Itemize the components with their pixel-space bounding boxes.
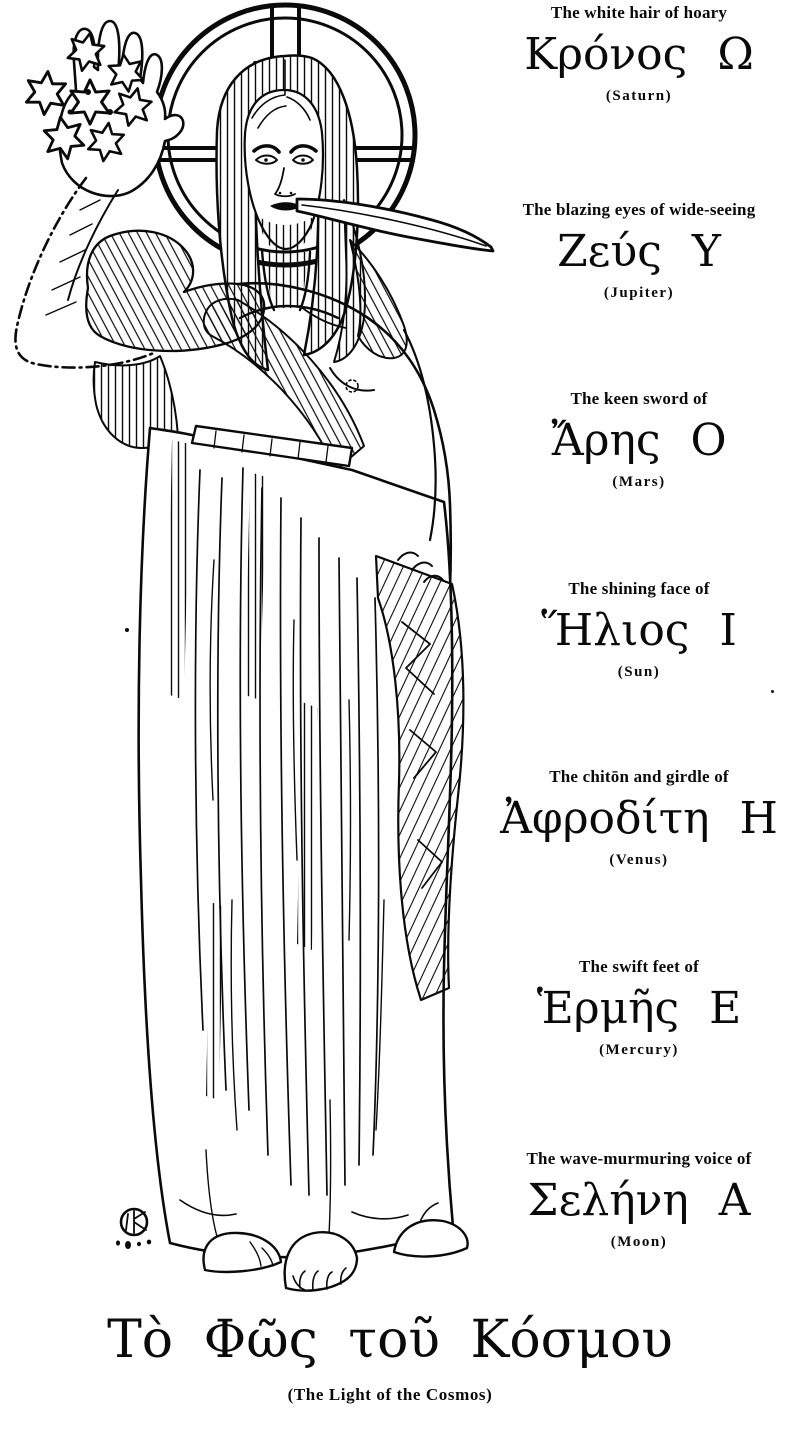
greek-vowel: Η — [739, 793, 778, 844]
entry-mercury — [478, 957, 800, 1059]
entry-venus — [478, 767, 800, 869]
caption-greek-title: Τὸ Φῶς τοῦ Κόσμου — [107, 1310, 673, 1370]
greek-name: Ἀφροδίτη — [500, 793, 710, 844]
epithet-text: The keen sword of — [570, 389, 708, 408]
artist-monogram — [116, 1209, 151, 1249]
epithet-text: The chitōn and girdle of — [549, 767, 729, 786]
epithet-text: The white hair of hoary — [550, 3, 728, 22]
date-marks — [116, 1240, 151, 1249]
entry-sun — [478, 579, 800, 681]
greek-vowel: Ο — [690, 415, 727, 466]
planet-name: (Jupiter) — [603, 285, 675, 302]
epithet-text: The swift feet of — [578, 957, 699, 976]
entry-moon — [478, 1149, 800, 1251]
planet-name: (Mercury) — [599, 1042, 679, 1059]
planet-name: (Venus) — [609, 852, 669, 869]
greek-vowel: Ω — [717, 29, 754, 80]
breast-line — [330, 368, 374, 391]
planet-name: (Saturn) — [605, 88, 673, 105]
planet-name: (Sun) — [617, 664, 661, 681]
greek-vowel: Α — [718, 1175, 751, 1226]
entry-mars — [478, 389, 800, 491]
greek-name: Σελήνη — [527, 1175, 689, 1226]
greek-vowel: Ε — [709, 983, 742, 1034]
caption-english-subtitle: (The Light of the Cosmos) — [287, 1385, 493, 1405]
greek-name: Ἑρμῆς — [536, 983, 680, 1034]
greek-vowel: Ι — [719, 605, 737, 656]
caption — [0, 1312, 780, 1405]
ink-speck — [125, 628, 129, 632]
ink-speck — [771, 690, 774, 693]
epithet-text: The wave-murmuring voice of — [526, 1149, 752, 1168]
greek-name: Ζεύς — [557, 226, 662, 277]
epithet-text: The shining face of — [568, 579, 710, 598]
epithet-text: The blazing eyes of wide-seeing — [522, 200, 756, 219]
planet-name: (Moon) — [610, 1234, 668, 1251]
planet-name: (Mars) — [612, 474, 666, 491]
entry-jupiter — [478, 200, 800, 302]
greek-name: Ἥλιος — [541, 605, 690, 656]
greek-vowel: Υ — [691, 226, 721, 277]
entry-saturn — [478, 3, 800, 105]
greek-name: Ἄρης — [551, 415, 661, 466]
greek-name: Κρόνος — [524, 29, 688, 80]
